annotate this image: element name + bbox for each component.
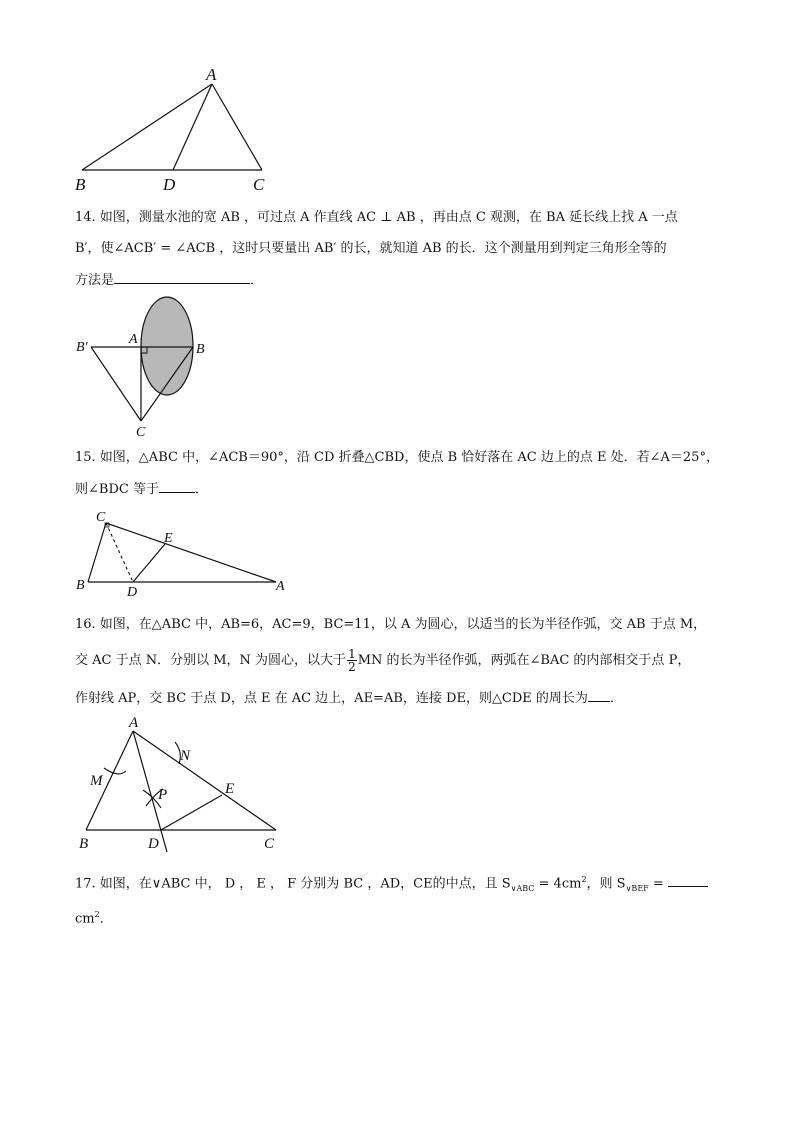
q14-line3-before: 方法是 [75,273,115,288]
label-B: B [79,836,89,852]
frac-denominator: 2 [348,660,356,674]
q14-line1: 14. 如图，测量水池的宽 AB ，可过点 A 作直线 AC ⊥ AB ，再由点 C 观测，在 BA 延长线上找 A 一点 [75,210,678,225]
q17-sub-bef: ∨BEF [625,883,649,893]
frac-numerator: 1 [348,647,356,661]
label-D: D [163,175,176,194]
q17-mid2: ，则 S [586,876,626,892]
label-D: D [127,585,138,600]
q16-line1: 16. 如图，在△ABC 中，AB=6，AC=9，BC=11，以 A 为圆心，以适当的长为半径作弧，交 AB 于点 M， [75,617,707,632]
seg-DE [133,544,165,582]
q17-line1 [75,870,735,899]
label-B: B [196,342,205,357]
q15-line2-after: ． [194,482,208,497]
q16-line2 [75,648,735,673]
q14-line2: B′，使∠ACB′ = ∠ACB ，这时只要量出 AB′ 的长，就知道 AB 的长．这个测量用到判定三角形全等的 [75,241,667,256]
label-C: C [253,175,265,194]
q17-line1-before: 17. 如图，在∨ABC 中， D ， E ， F 分别为 BC ，AD，CE的中点，且 S [75,876,511,892]
label-P: P [158,787,168,803]
q17-mid: = 4cm [534,876,582,892]
q15-line1: 15. 如图，△ABC 中，∠ACB＝90°，沿 CD 折叠△CBD，使点 B 恰好落在 AC 边上的点 E 处．若∠A＝25°， [75,450,719,465]
label-E: E [164,531,173,546]
label-D: D [148,836,159,852]
label-N: N [180,748,191,764]
q17-line2 [75,905,735,929]
seg-CD-dashed [106,523,133,582]
label-B: B [75,175,86,194]
q16-answer-blank[interactable] [588,688,610,702]
q16-line2-after: MN 的长为半径作弧，两弧在∠BAC 的内部相交于点 P， [357,653,691,668]
q17-unit: cm [75,911,95,927]
q16-line2-before: 交 AC 于点 N．分别以 M，N 为圆心，以大于 [75,653,347,668]
q14-line3-after: ． [250,273,264,288]
q14-answer-blank[interactable] [114,270,250,284]
q17-sub-abc: ∨ABC [510,883,535,893]
label-A: A [276,579,285,594]
pond-ellipse [141,297,193,395]
label-M: M [90,773,103,789]
label-Bprime: B′ [76,340,88,355]
q17-after: = [648,876,664,892]
label-A: A [129,715,139,731]
label-C: C [96,510,106,525]
fraction-one-half [347,648,357,673]
label-C: C [136,425,146,440]
label-C: C [264,836,275,852]
q14-line3 [75,270,735,291]
q16-line3 [75,688,735,709]
seg-CB [88,523,106,582]
label-E: E [225,781,235,797]
q16-line3-after: ． [609,691,623,706]
seg-DE [161,795,222,830]
q17-unit-sup: 2 [94,910,100,919]
q17-answer-blank[interactable] [668,873,708,887]
q17-line2-end: ． [99,911,113,927]
seg-CA [106,523,276,582]
q17-sup1: 2 [581,875,587,884]
label-B: B [76,578,85,593]
seg-AC [133,731,276,830]
q16-line3-before: 作射线 AP，交 BC 于点 D，点 E 在 AC 边上，AE=AB，连接 DE，则△CDE 的周长为 [75,691,588,706]
label-A: A [206,65,217,84]
q15-line2 [75,479,735,500]
seg-BpC [91,347,141,421]
q15-line2-before: 则∠BDC 等于 [75,482,159,497]
label-A: A [129,332,138,347]
q15-answer-blank[interactable] [159,479,195,493]
